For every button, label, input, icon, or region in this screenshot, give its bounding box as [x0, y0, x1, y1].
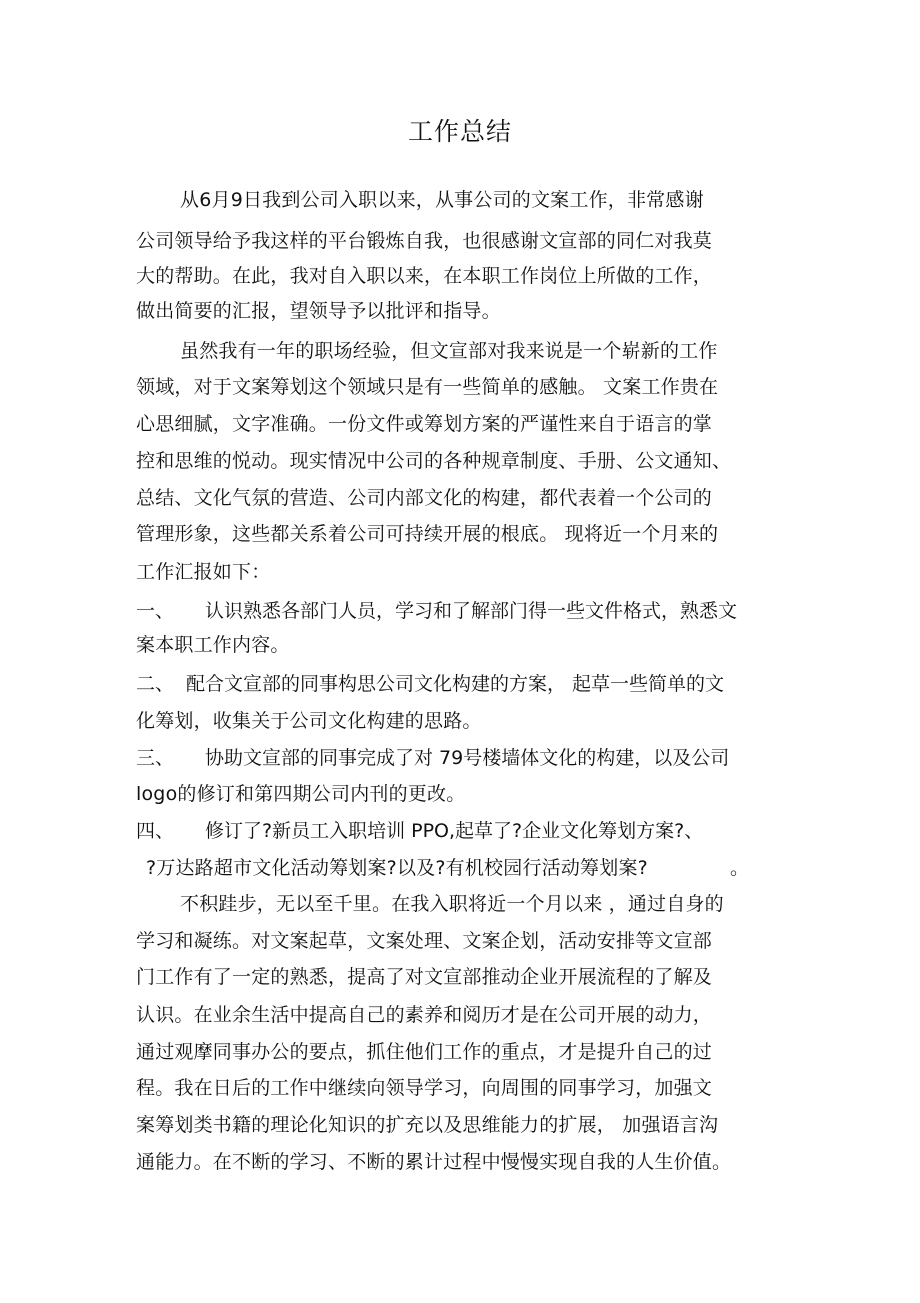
list-item-number: 二、: [136, 673, 175, 695]
list-item-text: 案本职工作内容。: [136, 634, 290, 656]
list-item-number: 三、: [136, 747, 175, 769]
paragraph-line: 通能力。在不断的学习、不断的累计过程中慢慢实现自我的人生价值。: [136, 1151, 732, 1173]
list-item-text: 配合文宣部的同事构思公司文化构建的方案， 起草一些简单的文: [186, 673, 725, 695]
paragraph-line: 控和思维的悦动。现实情况中公司的各种规章制度、手册、公文通知、: [136, 450, 732, 472]
paragraph-line: 大的帮助。在此，我对自入职以来，在本职工作岗位上所做的工作，: [136, 265, 713, 287]
list-item-text: logo的修订和第四期公司内刊的更改。: [136, 783, 466, 805]
paragraph-line: 不积跬步，无以至千里。在我入职将近一个月以来 ，通过自身的: [180, 893, 724, 915]
list-item-text: ?万达路超市文化活动筹划案?以及?有机校园行活动筹划案?: [146, 857, 648, 879]
list-item-text: 化筹划，收集关于公司文化构建的思路。: [136, 710, 482, 732]
paragraph-line: 心思细腻，文字准确。一份文件或筹划方案的严谨性来自于语言的掌: [136, 413, 713, 435]
paragraph-line: 认识。在业余生活中提高自己的素养和阅历才是在公司开展的动力，: [136, 1004, 713, 1026]
list-item-period: 。: [730, 857, 750, 879]
paragraph-line: 门工作有了一定的熟悉，提高了对文宣部推动企业开展流程的了解及: [136, 966, 713, 988]
list-item-text: 修订了?新员工入职培训 PPO,起草了?企业文化筹划方案?、: [205, 820, 704, 842]
paragraph-line: 程。我在日后的工作中继续向领导学习，向周围的同事学习，加强文: [136, 1077, 713, 1099]
list-item-number: 一、: [136, 600, 175, 622]
list-item-text: 认识熟悉各部门人员，学习和了解部门得一些文件格式，熟悉文: [205, 600, 738, 622]
paragraph-line: 公司领导给予我这样的平台锻炼自我，也很感谢文宣部的同仁对我莫: [136, 230, 713, 252]
paragraph-line: 管理形象，这些都关系着公司可持续开展的根底。 现将近一个月来的: [136, 523, 719, 545]
paragraph-line: 虽然我有一年的职场经验，但文宣部对我来说是一个崭新的工作: [180, 340, 718, 362]
paragraph-line: 做出简要的汇报，望领导予以批评和指导。: [136, 300, 501, 322]
paragraph-line: 工作汇报如下：: [136, 561, 271, 583]
document-title: 工作总结: [407, 117, 512, 146]
paragraph-line: 学习和凝练。对文案起草，文案处理、文案企划，活动安排等文宣部: [136, 930, 713, 952]
paragraph-line: 领域，对于文案筹划这个领域只是有一些简单的感触。 文案工作贵在: [136, 376, 719, 398]
list-item-number: 四、: [136, 820, 175, 842]
paragraph-line: 案筹划类书籍的理论化知识的扩充以及思维能力的扩展， 加强语言沟: [136, 1114, 719, 1136]
paragraph-line: 通过观摩同事办公的要点，抓住他们工作的重点，才是提升自己的过: [136, 1041, 713, 1063]
list-item-text: 协助文宣部的同事完成了对 79号楼墙体文化的构建，以及公司: [205, 747, 730, 769]
paragraph-line: 从6月9日我到公司入职以来，从事公司的文案工作，非常感谢: [180, 189, 704, 211]
paragraph-line: 总结、文化气氛的营造、公司内部文化的构建，都代表着一个公司的: [136, 487, 713, 509]
